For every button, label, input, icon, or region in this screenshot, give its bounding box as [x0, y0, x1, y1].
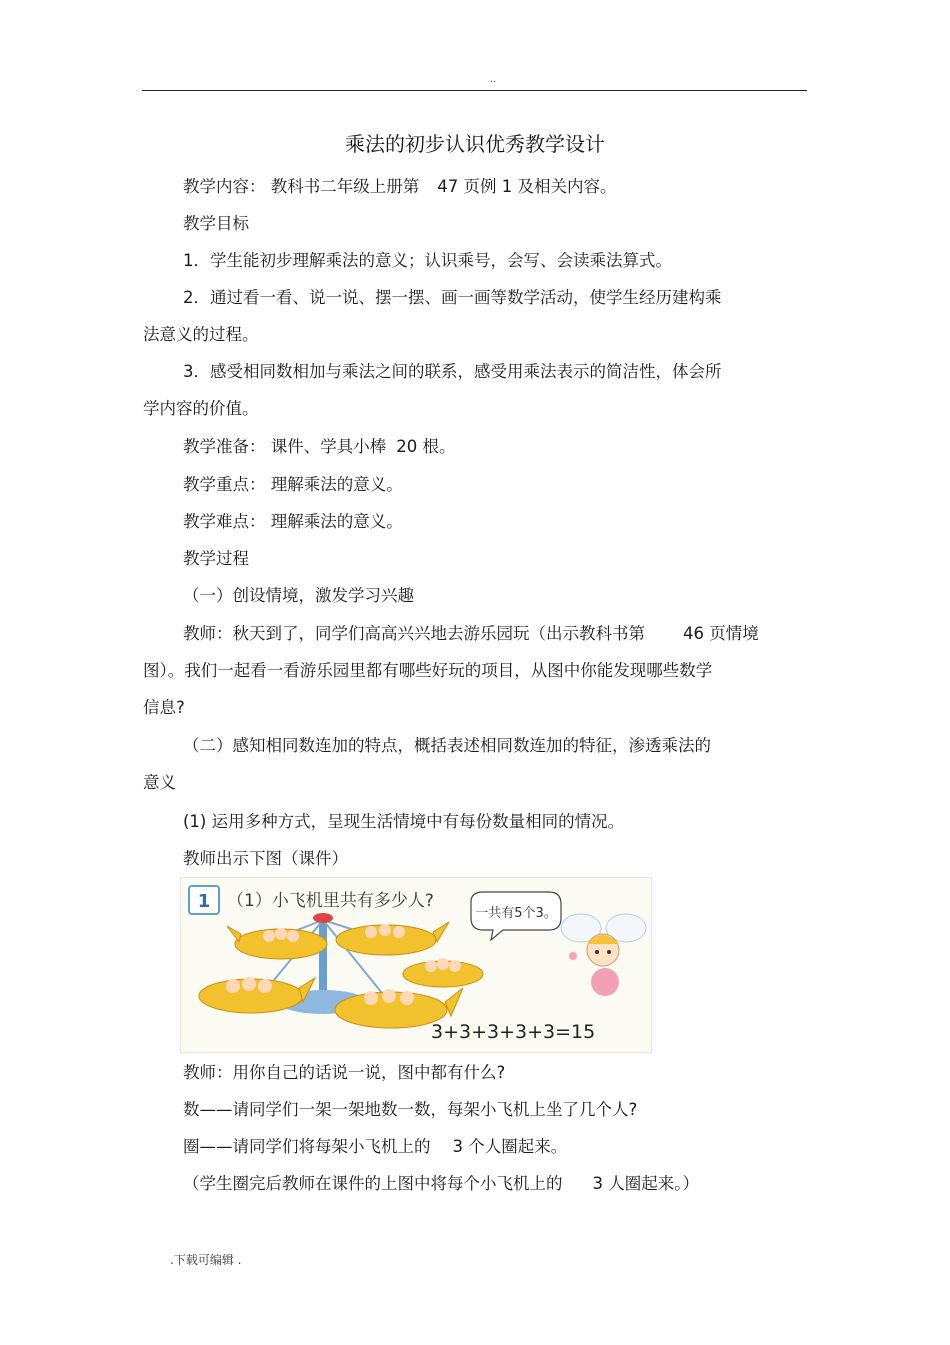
content-line: 2．通过看一看、说一说、摆一摆、画一画等数学活动，使学生经历建构乘 [183, 288, 722, 307]
content-line: 教师出示下图（课件） [183, 849, 348, 868]
content-line: （二）感知相同数连加的特点，概括表述相同数连加的特征，渗透乘法的 [183, 736, 711, 755]
content-line [183, 436, 456, 458]
question-text: （1）小飞机里共有多少人? [227, 891, 434, 911]
content-line-part: 46 页情境 [683, 624, 759, 643]
content-line: 教师：用你自己的话说一说，图中都有什么? [183, 1063, 506, 1082]
angel-character [561, 914, 646, 996]
content-line: 信息? [143, 698, 185, 717]
plane-5 [403, 958, 483, 987]
content-line [183, 176, 616, 198]
content-line [183, 1173, 699, 1195]
content-line-part: 20 根。 [396, 437, 456, 456]
section-heading: 教学目标 [183, 214, 249, 233]
content-line-part: 3 人圈起来。） [592, 1174, 699, 1193]
content-line-part: 3 个人圈起来。 [452, 1137, 568, 1156]
content-line: （一）创设情境，激发学习兴趣 [183, 586, 414, 605]
equation-text: 3+3+3+3+3=15 [431, 1021, 596, 1043]
content-line: 图）。我们一起看一看游乐园里都有哪些好玩的项目，从图中你能发现哪些数学 [143, 661, 713, 680]
content-line-part: 教学内容： 教科书二年级上册第 [183, 177, 420, 196]
header-rule [142, 90, 807, 91]
content-line: 意义 [143, 773, 176, 792]
content-line-part: 教学准备： 课件、学具小棒 [183, 437, 387, 456]
illustration-svg [181, 878, 651, 1052]
content-line: 数——请同学们一架一架地数一数，每架小飞机上坐了几个人? [183, 1100, 638, 1119]
header-mark: .. [490, 74, 497, 85]
plane-1 [227, 926, 327, 959]
content-line: 法意义的过程。 [143, 325, 259, 344]
footer-note: .下载可编辑 . [170, 1253, 242, 1267]
content-line: (1) 运用多种方式，呈现生活情境中有每份数量相同的情况。 [183, 812, 625, 831]
content-line-part: 47 页例 1 及相关内容。 [437, 177, 617, 196]
content-line-part: （学生圈完后教师在课件的上图中将每个小飞机上的 [183, 1174, 563, 1193]
page-title: 乘法的初步认识优秀教学设计 [345, 132, 605, 156]
example-number: 1 [197, 891, 211, 912]
speech-text: 一共有5个3。 [475, 906, 557, 921]
content-line-part: 圈——请同学们将每架小飞机上的 [183, 1137, 431, 1156]
section-heading: 教学过程 [183, 549, 249, 568]
textbook-illustration [180, 877, 652, 1053]
content-line: 教学重点： 理解乘法的意义。 [183, 475, 403, 494]
content-line-part: 教师：秋天到了，同学们高高兴兴地去游乐园玩（出示教科书第 [183, 624, 645, 643]
content-line: 学内容的价值。 [143, 399, 259, 418]
content-line [183, 623, 759, 645]
plane-2 [336, 922, 449, 955]
content-line: 1．学生能初步理解乘法的意义；认识乘号，会写、会读乘法算式。 [183, 251, 672, 270]
content-line: 教学难点： 理解乘法的意义。 [183, 512, 403, 531]
content-line: 3．感受相同数相加与乘法之间的联系，感受用乘法表示的简洁性，体会所 [183, 362, 722, 381]
content-line [183, 1136, 567, 1158]
